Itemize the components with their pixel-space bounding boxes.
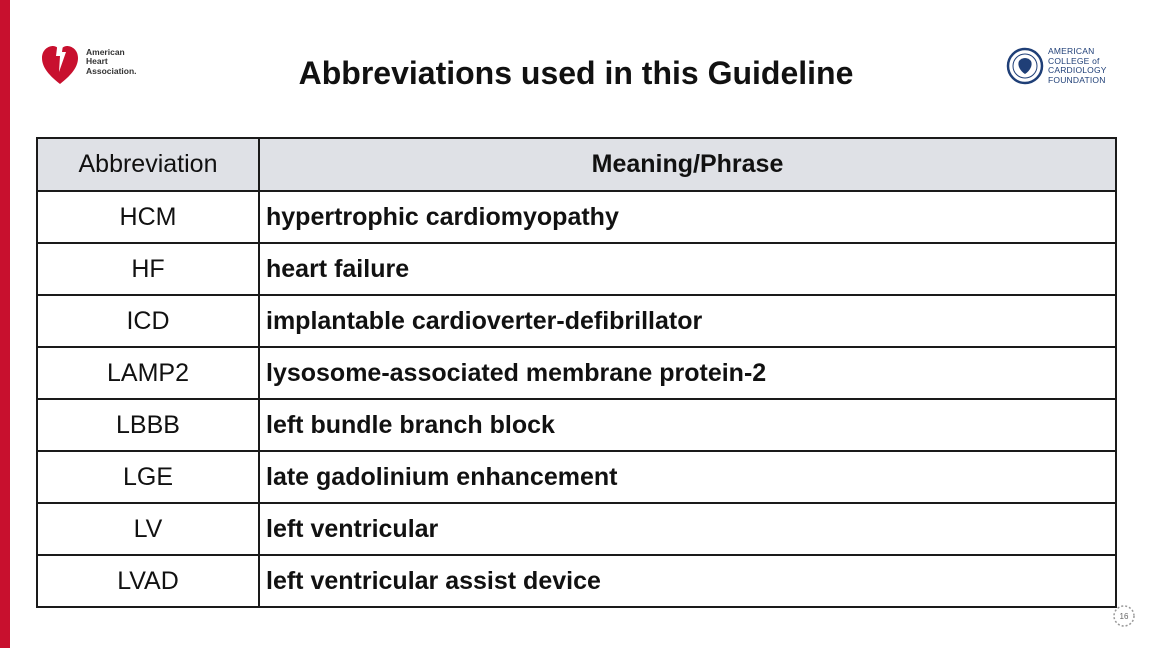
- meaning-cell: heart failure: [259, 243, 1116, 295]
- aha-logo-line2: Heart: [86, 56, 108, 67]
- abbreviation-cell: LV: [37, 503, 259, 555]
- abbreviation-cell: LAMP2: [37, 347, 259, 399]
- meaning-cell: left ventricular assist device: [259, 555, 1116, 607]
- abbreviation-cell: LBBB: [37, 399, 259, 451]
- meaning-cell: left bundle branch block: [259, 399, 1116, 451]
- table-row: [37, 399, 1116, 451]
- table-row: [37, 191, 1116, 243]
- abbreviation-cell: ICD: [37, 295, 259, 347]
- acc-logo-line3: CARDIOLOGY: [1048, 65, 1107, 75]
- brand-side-bar: [0, 0, 10, 648]
- table-row: [37, 451, 1116, 503]
- page-title-text: Abbreviations used in this Guideline: [298, 55, 854, 91]
- aha-logo-line3: Association.: [86, 65, 137, 76]
- abbreviation-cell: HCM: [37, 191, 259, 243]
- acc-logo-line1: AMERICAN: [1048, 46, 1095, 56]
- table-row: [37, 295, 1116, 347]
- acc-seal-icon: [1006, 47, 1044, 85]
- table-row: [37, 503, 1116, 555]
- table-row: [37, 347, 1116, 399]
- meaning-cell: hypertrophic cardiomyopathy: [259, 191, 1116, 243]
- meaning-cell: lysosome-associated membrane protein-2: [259, 347, 1116, 399]
- page-title: [0, 55, 1152, 92]
- aha-logo-line1: American: [86, 46, 125, 57]
- page-number: 16: [1119, 612, 1129, 621]
- abbreviation-header: Abbreviation: [37, 138, 259, 191]
- meaning-header: Meaning/Phrase: [259, 138, 1116, 191]
- table-header-row: [37, 138, 1116, 191]
- meaning-cell: implantable cardioverter-defibrillator: [259, 295, 1116, 347]
- abbreviation-cell: LVAD: [37, 555, 259, 607]
- table-row: [37, 555, 1116, 607]
- acc-logo-line4: FOUNDATION: [1048, 74, 1106, 85]
- meaning-cell: late gadolinium enhancement: [259, 451, 1116, 503]
- abbreviation-cell: LGE: [37, 451, 259, 503]
- acc-logo: [1006, 46, 1116, 86]
- meaning-cell: left ventricular: [259, 503, 1116, 555]
- abbreviations-table: [36, 137, 1117, 608]
- abbreviation-cell: HF: [37, 243, 259, 295]
- table-row: [37, 243, 1116, 295]
- acc-logo-line2: COLLEGE of: [1048, 55, 1100, 66]
